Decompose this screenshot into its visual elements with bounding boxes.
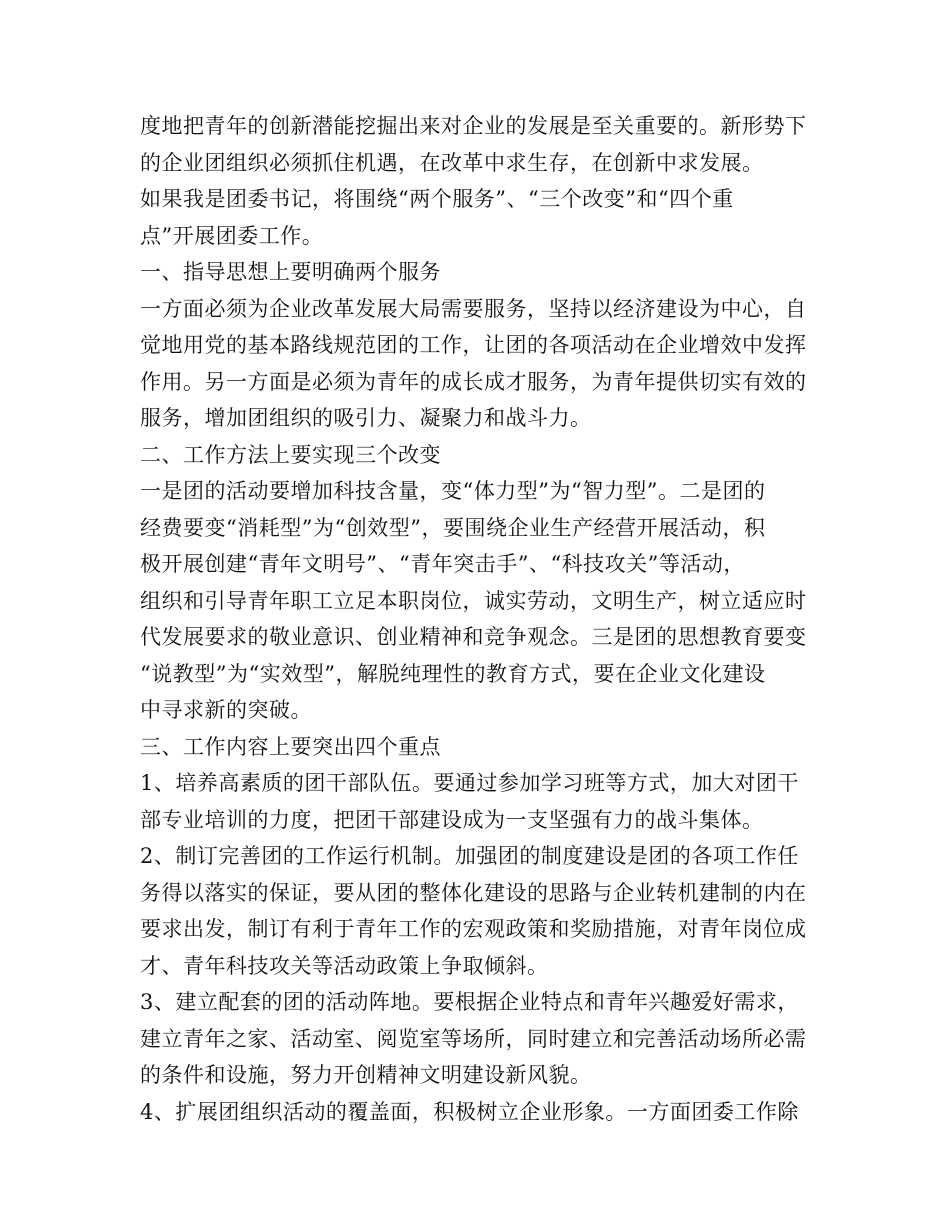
text-line: 1、培养高素质的团干部队伍。要通过参加学习班等方式，加大对团干: [140, 771, 799, 795]
section-heading: 三、工作内容上要突出四个重点: [140, 734, 441, 759]
text-line: 组织和引导青年职工立足本职岗位，诚实劳动，文明生产，树立适应时: [140, 588, 807, 613]
text-line: 务得以落实的保证，要从团的整体化建设的思路与企业转机建制的内在: [140, 880, 807, 905]
text-line: 才、青年科技攻关等活动政策上争取倾斜。: [140, 953, 549, 978]
text-line: 极开展创建“青年文明号”、“青年突击手”、“科技攻关”等活动，: [140, 552, 745, 576]
text-line: 代发展要求的敬业意识、创业精神和竞争观念。三是团的思想教育要变: [140, 625, 807, 649]
text-line: 经费要变“消耗型”为“创效型”，要围绕企业生产经营开展活动，积: [140, 515, 766, 540]
text-line: 要求出发，制订有利于青年工作的宏观政策和奖励措施，对青年岗位成: [140, 917, 807, 941]
text-line: 一方面必须为企业改革发展大局需要服务，坚持以经济建设为中心，自: [140, 296, 807, 321]
text-line: 2、制订完善团的工作运行机制。加强团的制度建设是团的各项工作任: [140, 844, 799, 868]
text-line: 作用。另一方面是必须为青年的成长成才服务，为青年提供切实有效的: [140, 369, 807, 394]
text-line: 4、扩展团组织活动的覆盖面，积极树立企业形象。一方面团委工作除: [140, 1099, 799, 1124]
text-line: 觉地用党的基本路线规范团的工作，让团的各项活动在企业增效中发挥: [140, 333, 807, 357]
section-heading: 二、工作方法上要实现三个改变: [140, 442, 441, 467]
text-line: 一是团的活动要增加科技含量，变“体力型”为“智力型”。二是团的: [140, 479, 766, 503]
text-line: 如果我是团委书记，将围绕“两个服务”、“三个改变”和“四个重: [140, 187, 734, 211]
text-line: 3、建立配套的团的活动阵地。要根据企业特点和青年兴趣爱好需求，: [140, 990, 799, 1014]
text-line: 度地把青年的创新潜能挖掘出来对企业的发展是至关重要的。新形势下: [140, 114, 807, 138]
text-line: 中寻求新的突破。: [140, 698, 312, 722]
text-line: 建立青年之家、活动室、阅览室等场所，同时建立和完善活动场所必需: [140, 1026, 807, 1051]
section-heading: 一、指导思想上要明确两个服务: [140, 260, 441, 284]
text-line: 点”开展团委工作。: [140, 223, 324, 248]
text-line: 的条件和设施，努力开创精神文明建设新风貌。: [140, 1063, 592, 1087]
text-line: 服务，增加团组织的吸引力、凝聚力和战斗力。: [140, 406, 592, 430]
document-body: [140, 108, 820, 1130]
text-line: 的企业团组织必须抓住机遇，在改革中求生存，在创新中求发展。: [140, 150, 764, 175]
text-line: 部专业培训的力度，把团干部建设成为一支坚强有力的战斗集体。: [140, 807, 764, 832]
text-line: “说教型”为“实效型”，解脱纯理性的教育方式，要在企业文化建设: [140, 661, 766, 686]
